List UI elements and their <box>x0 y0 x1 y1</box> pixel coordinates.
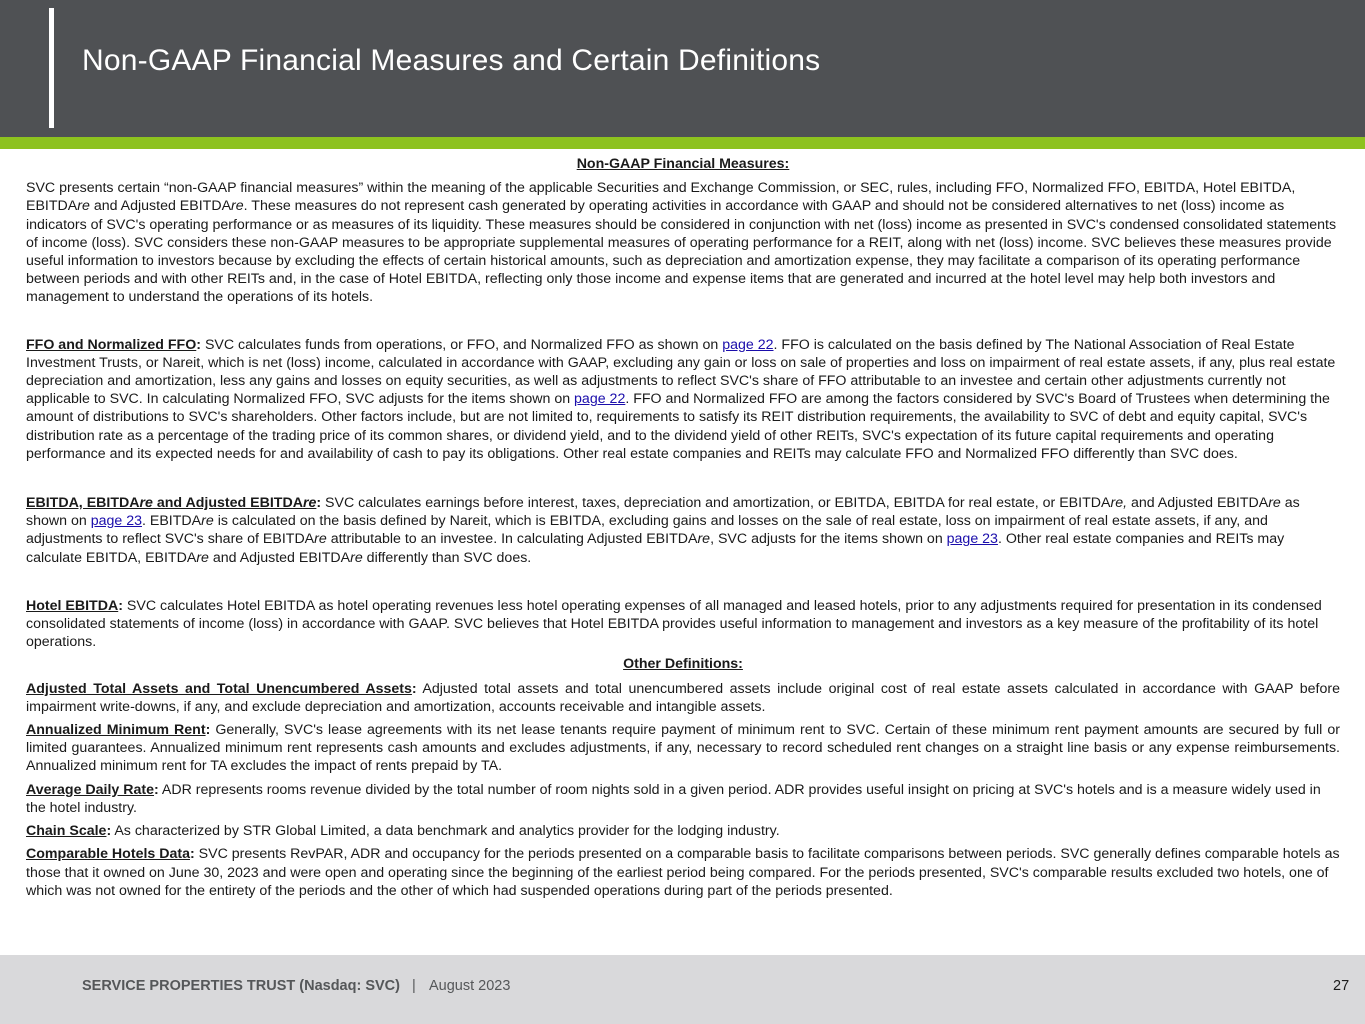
ebitda-paragraph: EBITDA, EBITDAre and Adjusted EBITDAre: SVC calculates earnings before interest, taxes, depreciation and amortization, or EBITDA, EBITDA for real estate, or EBITDAre, and Adjusted EBITDAre as shown on page 23. EBITDAre is calculated on the basis defined by Nareit, which is EBITDA, excluding gains and losses on the sale of real estate, loss on impairment of real estate assets, if any, and adjustments to reflect SVC's share of EBITDAre attributable to an investee. In calculating Adjusted EBITDAre, SVC adjusts for the items shown on page 23. Other real estate companies and REITs may calculate EBITDA, EBITDAre and Adjusted EBITDAre differently than SVC does. <box>26 495 1300 566</box>
section-heading-other: Other Definitions: <box>623 656 743 673</box>
header-accent-bar <box>49 8 54 128</box>
ffo-paragraph: FFO and Normalized FFO: SVC calculates funds from operations, or FFO, and Normalized FFO as shown on page 22. FFO is calculated on the basis defined by The National Association of Real Estate Investment Trusts, or Nareit, which is net (loss) income, calculated in accordance with GAAP, excluding any gain or loss on sale of properties and loss on impairment of real estate assets, if any, plus real estate depreciation and amortization, less any gains and losses on equity securities, as well as adjustments to reflect SVC's share of FFO attributable to an investee and certain other adjustments currently not applicable to SVC. In calculating Normalized FFO, SVC adjusts for the items shown on page 22. FFO and Normalized FFO are among the factors considered by SVC's Board of Trustees when determining the amount of distributions to SVC's shareholders. Other factors include, but are not limited to, requirements to satisfy its REIT distribution requirements, the availability to SVC of debt and equity capital, SVC's distribution rate as a percentage of the trading price of its common shares, or dividend yield, and to the dividend yield of other REITs, SVC's expectation of its future capital requirements and operating performance and its expected needs for and availability of cash to pay its obligations. Other real estate companies and REITs may calculate FFO and Normalized FFO differently than SVC does. <box>26 336 1336 462</box>
hotel-ebitda-term: Hotel EBITDA <box>26 597 119 614</box>
section-heading-nongaap: Non-GAAP Financial Measures: <box>576 156 790 172</box>
page-title: Non-GAAP Financial Measures and Certain Definitions <box>82 44 821 77</box>
page-23-link-2[interactable]: page 23 <box>946 531 998 548</box>
definition-average-daily-rate: Average Daily Rate: ADR represents rooms revenue divided by the total number of room nights sold in a given period. ADR provides useful insight on pricing at SVC's hotels and is a measure widely used in the hotel industry. <box>26 781 1321 816</box>
definition-chain-scale: Chain Scale: As characterized by STR Global Limited, a data benchmark and analytics provider for the lodging industry. <box>26 823 780 840</box>
document-body <box>26 155 1340 905</box>
definition-comparable-hotels-data: Comparable Hotels Data: SVC presents RevPAR, ADR and occupancy for the periods presented on a comparable basis to facilitate comparisons between periods. SVC generally defines comparable hotels as those that it owned on June 30, 2023 and were open and operating since the beginning of the earliest period being compared. For the periods presented, SVC's comparable results excluded two hotels, one of which was not owned for the entirety of the periods and the other of which had suspended operations during part of the periods presented. <box>26 846 1340 899</box>
footer-separator: | <box>412 978 416 994</box>
footer <box>0 955 1365 1024</box>
footer-date: August 2023 <box>429 978 511 994</box>
footer-company: SERVICE PROPERTIES TRUST (Nasdaq: SVC) <box>82 978 400 994</box>
header-banner <box>0 0 1365 137</box>
ebitda-term: EBITDA, EBITDAre and Adjusted EBITDAre <box>26 495 317 512</box>
definition-adjusted-total-assets: Adjusted Total Assets and Total Unencumbered Assets: Adjusted total assets and total unencumbered assets include original cost of real estate assets calculated in accordance with GAAP before impairment write-downs, if any, and exclude depreciation and amortization, accounts receivable and intangible assets. <box>26 680 1340 715</box>
accent-strip <box>0 137 1365 149</box>
intro-paragraph: SVC presents certain “non-GAAP financial measures” within the meaning of the applicable Securities and Exchange Commission, or SEC, rules, including FFO, Normalized FFO, EBITDA, Hotel EBITDA, EBITDAre and Adjusted EBITDAre. These measures do not represent cash generated by operating activities in accordance with GAAP and should not be considered alternatives to net (loss) income as indicators of SVC's operating performance or as measures of its liquidity. These measures should be considered in conjunction with net (loss) income as presented in SVC's condensed consolidated statements of income (loss). SVC considers these non-GAAP measures to be appropriate supplemental measures of operating performance for a REIT, along with net (loss) income. SVC believes these measures provide useful information to investors because by excluding the effects of certain historical amounts, such as depreciation and amortization expense, they may facilitate a comparison of its operating performance between periods and with other REITs and, in the case of Hotel EBITDA, reflecting only those income and expense items that are generated and incurred at the hotel level may help both investors and management to understand the operations of its hotels. <box>26 180 1337 306</box>
page-22-link-2[interactable]: page 22 <box>574 391 626 408</box>
page-number: 27 <box>1333 978 1350 994</box>
page-23-link[interactable]: page 23 <box>90 513 142 530</box>
definition-annualized-minimum-rent: Annualized Minimum Rent: Generally, SVC's lease agreements with its net lease tenants require payment of minimum rent to SVC. Certain of these minimum rent payment amounts are secured by full or limited guarantees. Annualized minimum rent represents cash amounts and excludes adjustments, if any, necessary to record scheduled rent changes on a straight line basis or any expense reimbursements. Annualized minimum rent for TA excludes the impact of rents prepaid by TA. <box>26 722 1340 775</box>
page-22-link[interactable]: page 22 <box>722 336 774 353</box>
hotel-ebitda-paragraph: Hotel EBITDA: SVC calculates Hotel EBITDA as hotel operating revenues less hotel operating expenses of all managed and leased hotels, prior to any adjustments required for presentation in its condensed consolidated statements of income (loss) in accordance with GAAP. SVC believes that Hotel EBITDA provides useful information to management and investors as a key measure of the profitability of its hotel operations. <box>26 597 1322 651</box>
ffo-term: FFO and Normalized FFO <box>26 336 197 353</box>
